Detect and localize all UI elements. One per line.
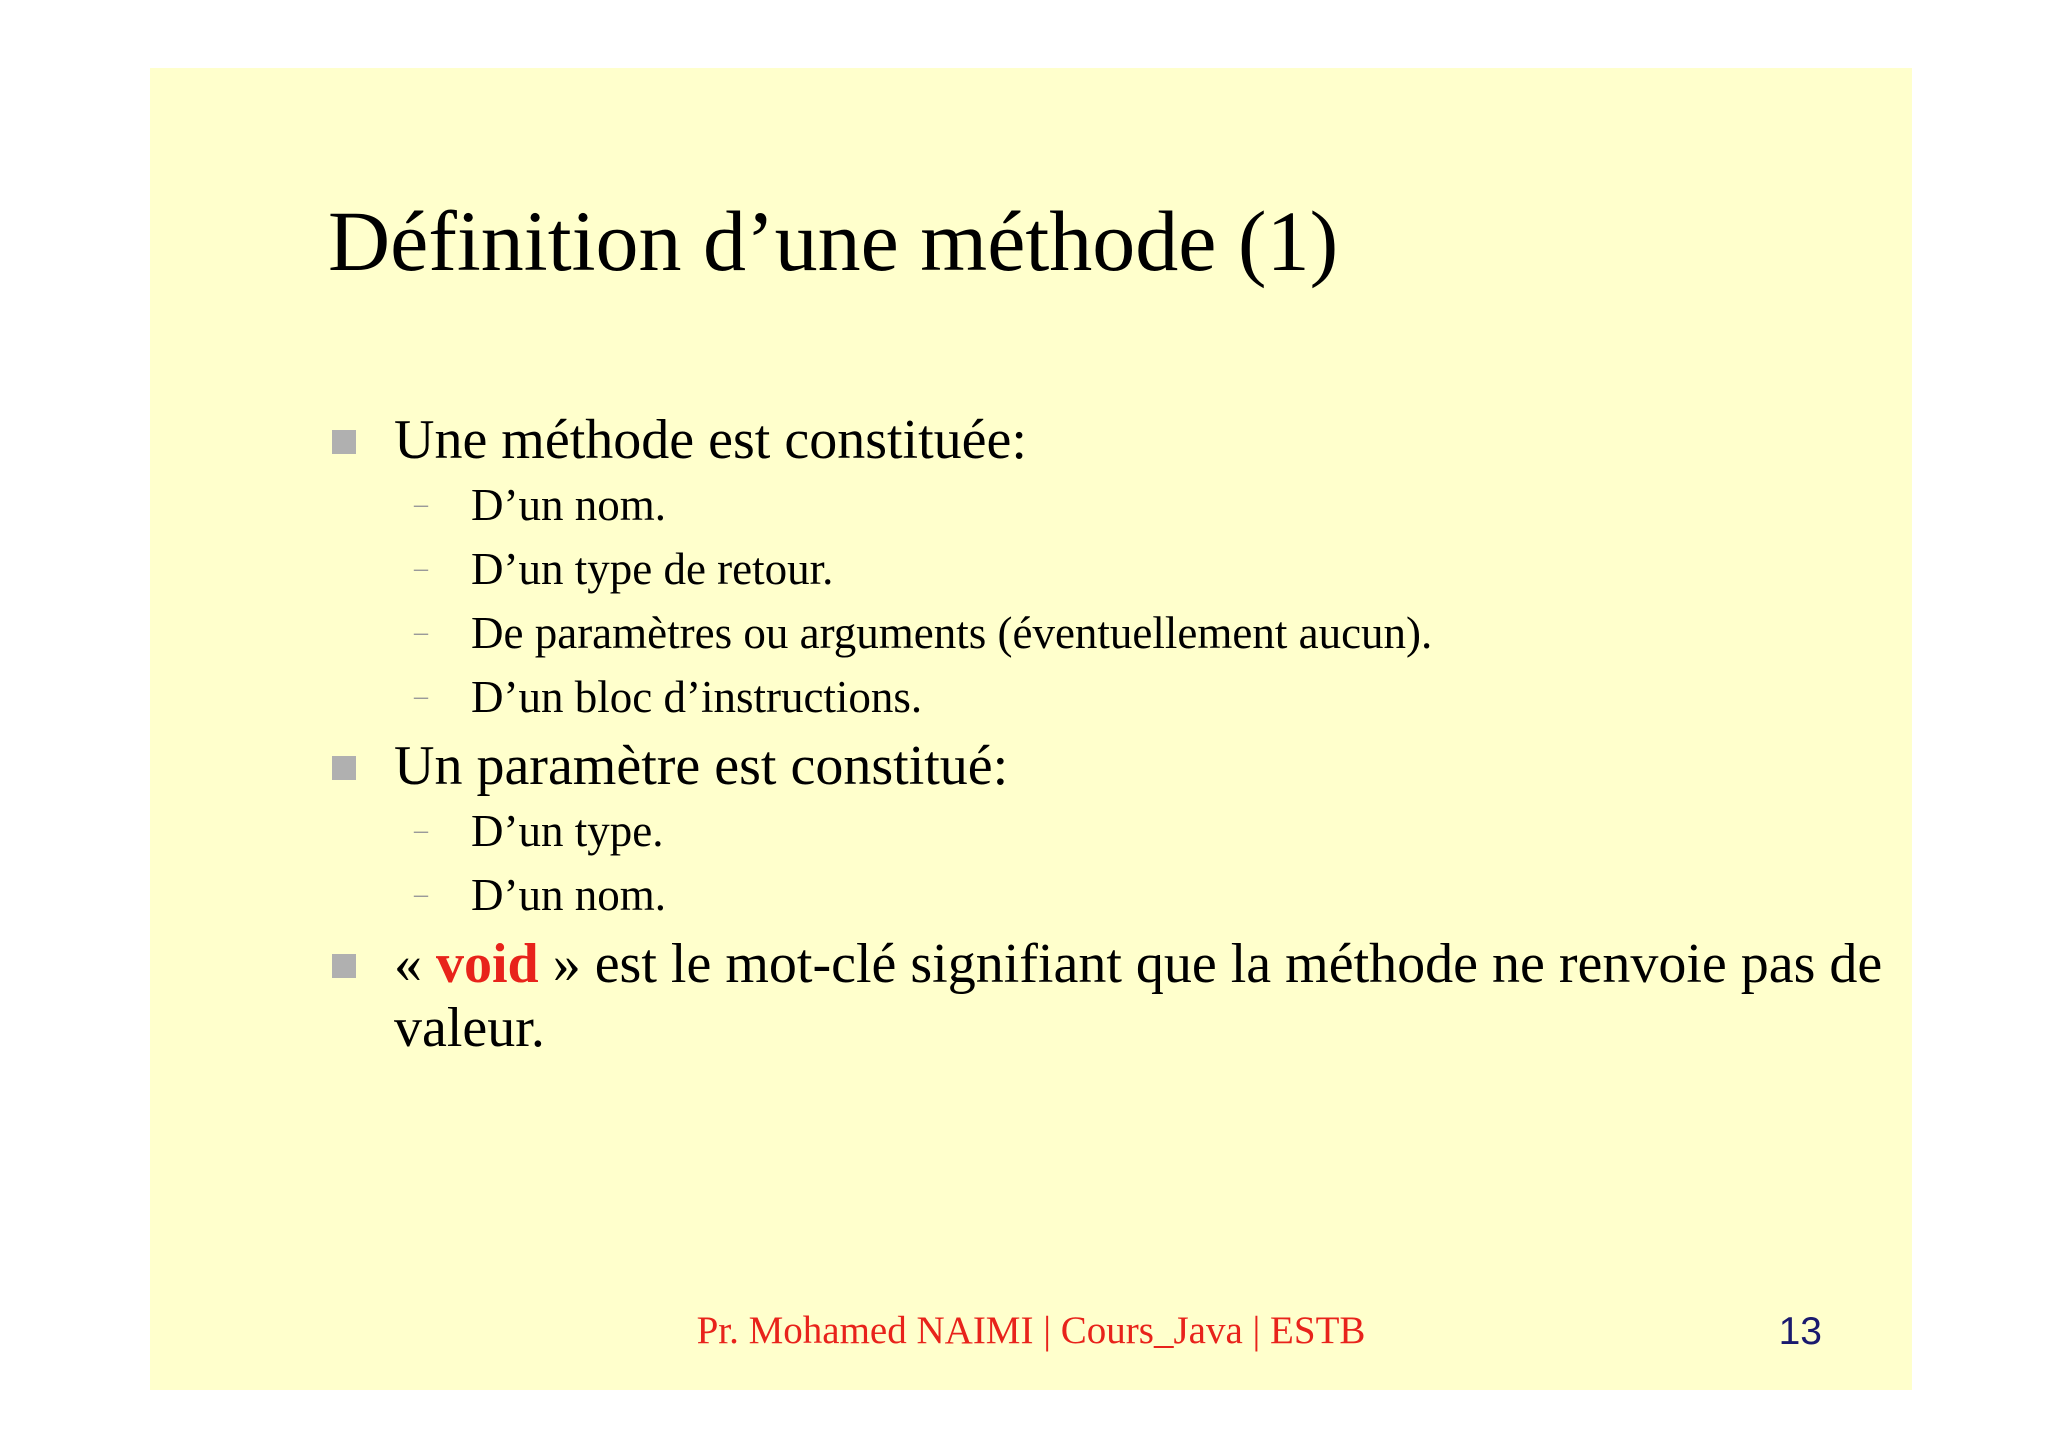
- bullet-text: Une méthode est constituée:: [394, 409, 1027, 471]
- sub-item-text: D’un type.: [471, 806, 664, 856]
- void-keyword: void: [436, 933, 539, 995]
- slide-content: [328, 408, 1888, 1066]
- sub-item: [328, 868, 1888, 922]
- square-bullet-icon: [332, 756, 356, 780]
- sub-item: [328, 804, 1888, 858]
- dash-bullet-icon: –: [414, 681, 428, 712]
- bullet-item: [328, 408, 1888, 472]
- sub-item-text: De paramètres ou arguments (éventuellement aucun).: [471, 608, 1433, 658]
- sub-item-text: D’un nom.: [471, 480, 666, 530]
- square-bullet-icon: [332, 954, 356, 978]
- sub-item-text: D’un bloc d’instructions.: [471, 672, 923, 722]
- sub-item: [328, 542, 1888, 596]
- dash-bullet-icon: –: [414, 553, 428, 584]
- dash-bullet-icon: –: [414, 879, 428, 910]
- square-bullet-icon: [332, 430, 356, 454]
- dash-bullet-icon: –: [414, 617, 428, 648]
- dash-bullet-icon: –: [414, 815, 428, 846]
- bullet-prefix: «: [394, 933, 436, 995]
- sub-item-text: D’un nom.: [471, 870, 666, 920]
- bullet-text: Un paramètre est constitué:: [394, 735, 1009, 797]
- slide-footer: Pr. Mohamed NAIMI | Cours_Java | ESTB: [696, 1309, 1366, 1352]
- sub-item: [328, 606, 1888, 660]
- sub-item: [328, 478, 1888, 532]
- slide: [150, 68, 1912, 1390]
- sub-item-text: D’un type de retour.: [471, 544, 834, 594]
- sub-item: [328, 670, 1888, 724]
- dash-bullet-icon: –: [414, 489, 428, 520]
- bullet-suffix: » est le mot-clé signifiant que la méthode ne renvoie pas de valeur.: [394, 933, 1883, 1059]
- bullet-item: [328, 932, 1888, 1060]
- slide-title: Définition d’une méthode (1): [328, 193, 1339, 289]
- bullet-item: [328, 734, 1888, 798]
- page-number: 13: [1778, 1310, 1822, 1353]
